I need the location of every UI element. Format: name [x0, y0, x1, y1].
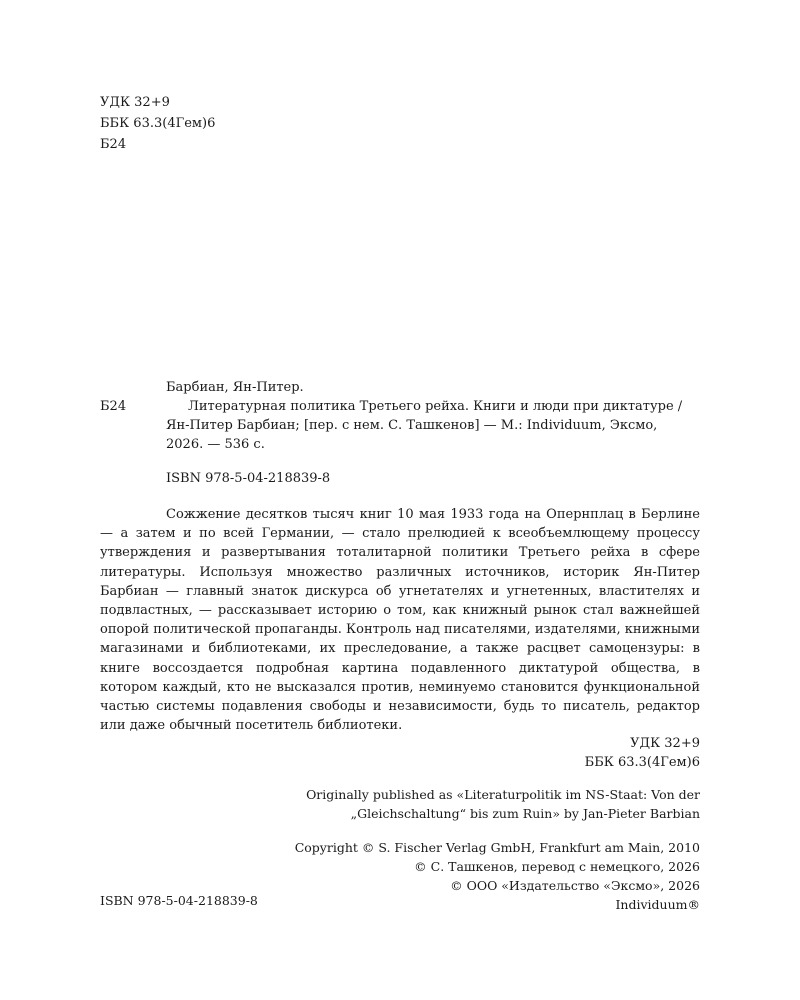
- classification-codes-bottom: [585, 734, 700, 772]
- catalog-author: Барбиан, Ян-Питер.: [166, 380, 304, 395]
- catalog-description-line: Литературная политика Третьего рейха. Книги и люди при диктатуре /: [188, 399, 683, 414]
- author-mark: Б24: [100, 137, 127, 152]
- catalog-description: [166, 397, 700, 454]
- udk-code: УДК 32+9: [630, 736, 700, 751]
- catalog-isbn: ISBN 978-5-04-218839-8: [166, 471, 331, 486]
- udk-code: УДК 32+9: [100, 95, 170, 110]
- catalog-author-mark: Б24: [100, 399, 127, 414]
- original-publication-line: „Gleichschaltung“ bis zum Ruin» by Jan-Pieter Barbian: [350, 806, 700, 821]
- isbn-bottom: ISBN 978-5-04-218839-8: [100, 893, 258, 908]
- original-publication-line: Originally published as «Literaturpolitik im NS-Staat: Von der: [306, 787, 700, 802]
- copyright-block: [295, 838, 700, 914]
- copyright-line: Copyright © S. Fischer Verlag GmbH, Frankfurt am Main, 2010: [294, 840, 700, 855]
- copyright-line: © ООО «Издательство «Эксмо», 2026: [450, 878, 700, 893]
- original-publication-note: [306, 785, 700, 823]
- annotation-paragraph: Сожжение десятков тысяч книг 10 мая 1933 года на Опернплац в Берлине — а затем и по всей Германии, — стало прелюдией к всеобъемлющему процессу утверждения и развертывания тоталитарной политики Третьего рейха в сфере литературы. Используя множество различных источников, историк Ян-Питер Барбиан — главный знаток дискурса об угнетателях и угнетенных, властителях и подвластных, — рассказывает историю о том, как книжный рынок стал важнейшей опорой политической пропаганды. Контроль над писателями, издателями, книжными магазинами и библиотеками, их преследование, а также расцвет самоцензуры: в книге воссоздается подробная картина подавленного диктатурой общества, в котором каждый, кто не высказался против, неминуемо становится функциональной частью системы подавления свободы и независимости, будь то писатель, редактор или даже обычный посетитель библиотеки.: [100, 507, 700, 734]
- catalog-description-line: 2026. — 536 с.: [166, 437, 265, 452]
- imprint-name: Individuum®: [615, 897, 700, 912]
- bbk-code: ББК 63.3(4Гем)6: [584, 755, 700, 770]
- copyright-line: © С. Ташкенов, перевод с немецкого, 2026: [414, 859, 700, 874]
- catalog-description-line: Ян-Питер Барбиан; [пер. с нем. С. Ташкенов] — М.: Individuum, Эксмо,: [166, 418, 658, 433]
- bbk-code: ББК 63.3(4Гем)6: [100, 116, 216, 131]
- classification-codes-top: [100, 92, 215, 155]
